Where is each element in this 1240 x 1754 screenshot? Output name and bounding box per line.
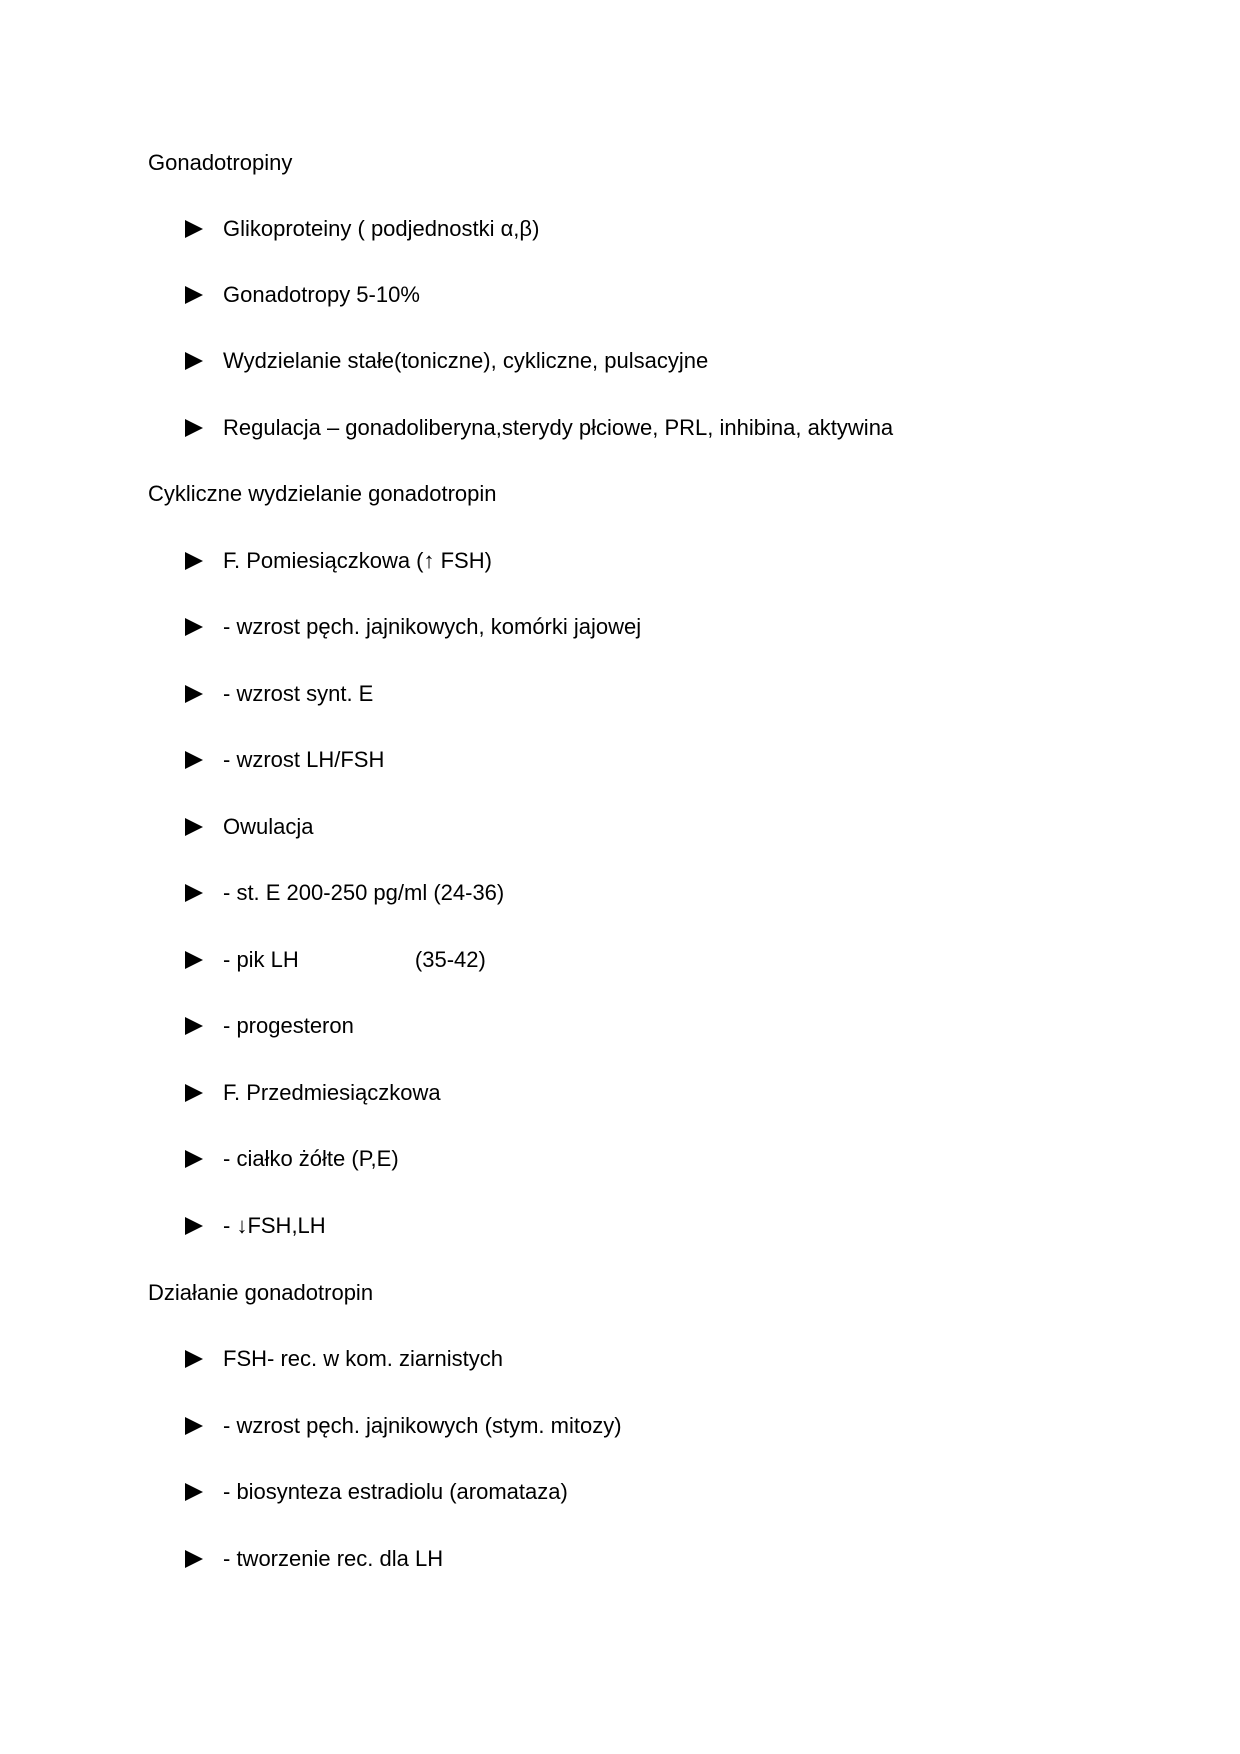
list-item-text: - progesteron [223,1013,354,1038]
list-item-text: - wzrost pęch. jajnikowych (stym. mitozy) [223,1413,622,1438]
section-heading-cykliczne-wydzielanie: Cykliczne wydzielanie gonadotropin [148,481,497,506]
list-item-text: - wzrost pęch. jajnikowych, komórki jajowej [223,614,642,639]
triangle-bullet-icon [185,1011,209,1041]
triangle-bullet-icon [185,679,209,709]
list-item [185,1078,441,1108]
list-item [185,546,492,576]
list-item-text: - st. E 200-250 pg/ml (24-36) [223,880,505,905]
triangle-bullet-icon [185,878,209,908]
list-item [185,945,486,975]
list-item [185,413,893,443]
section-heading-dzialanie: Działanie gonadotropin [148,1280,374,1305]
list-item [185,1411,622,1441]
list-item-text: Wydzielanie stałe(toniczne), cykliczne, pulsacyjne [223,348,709,373]
list-item-text: FSH- rec. w kom. ziarnistych [223,1346,503,1371]
triangle-bullet-icon [185,214,209,244]
triangle-bullet-icon [185,1411,209,1441]
section-heading-gonadotropiny: Gonadotropiny [148,150,293,175]
list-item-text: F. Przedmiesiączkowa [223,1080,441,1105]
list-item-text: - tworzenie rec. dla LH [223,1546,444,1571]
list-item [185,1144,399,1174]
list-item [185,612,641,642]
list-item [185,1477,568,1507]
list-item [185,812,313,842]
list-item [185,745,384,775]
list-item [185,214,539,244]
list-item-text: F. Pomiesiączkowa (↑ FSH) [223,548,492,573]
list-item-text: - ciałko żółte (P,E) [223,1146,399,1171]
list-item [185,346,708,376]
triangle-bullet-icon [185,745,209,775]
triangle-bullet-icon [185,1344,209,1374]
triangle-bullet-icon [185,812,209,842]
list-item-text: Glikoproteiny ( podjednostki α,β) [223,216,540,241]
list-item [185,1011,354,1041]
triangle-bullet-icon [185,612,209,642]
list-item-text: - biosynteza estradiolu (aromataza) [223,1479,568,1504]
triangle-bullet-icon [185,546,209,576]
list-item [185,679,373,709]
list-item [185,1344,503,1374]
list-item-text: Gonadotropy 5-10% [223,282,420,307]
list-item [185,878,504,908]
triangle-bullet-icon [185,413,209,443]
list-item-text: Regulacja – gonadoliberyna,sterydy płciowe, PRL, inhibina, aktywina [223,415,894,440]
triangle-bullet-icon [185,945,209,975]
list-item [185,1211,326,1241]
list-item-text: - wzrost LH/FSH [223,747,385,772]
list-item-text: - pik LH (35-42) [223,947,486,972]
triangle-bullet-icon [185,1477,209,1507]
triangle-bullet-icon [185,346,209,376]
triangle-bullet-icon [185,1544,209,1574]
list-item-text: - ↓FSH,LH [223,1213,326,1238]
list-item-text: Owulacja [223,814,314,839]
triangle-bullet-icon [185,1078,209,1108]
triangle-bullet-icon [185,280,209,310]
triangle-bullet-icon [185,1144,209,1174]
list-item-text: - wzrost synt. E [223,681,374,706]
triangle-bullet-icon [185,1211,209,1241]
list-item [185,1544,443,1574]
list-item [185,280,420,310]
